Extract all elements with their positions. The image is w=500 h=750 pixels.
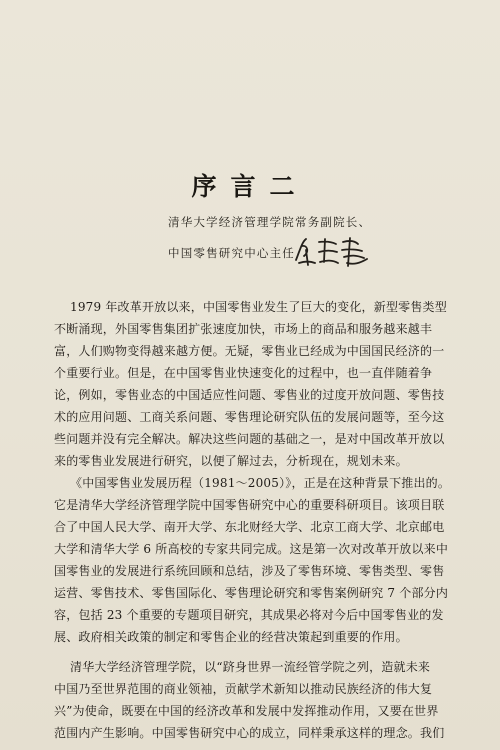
- body-line: 大学和清华大学 6 所高校的专家共同完成。这是第一次对改革开放以来中: [54, 542, 449, 556]
- body-line: 国零售业的发展进行系统回顾和总结，涉及了零售环境、零售类型、零售: [54, 564, 445, 578]
- body-line: 术的应用问题、工商关系问题、零售理论研究队伍的发展问题等，至今这: [54, 410, 445, 424]
- body-line: 论，例如，零售业态的中国适应性问题、零售业的过度开放问题、零售技: [54, 388, 445, 402]
- body-line: 中国乃至世界范围的商业领袖，贡献学术新知以推动民族经济的伟大复: [54, 682, 433, 696]
- body-line: 展、政府相关政策的制定和零售企业的经营决策起到重要的作用。: [54, 630, 408, 644]
- body-line: 容，包括 23 个重要的专题项目研究，其成果必将对今后中国零售业的发: [54, 608, 444, 622]
- body-line: 些问题并没有完全解决。解决这些问题的基础之一，是对中国改革开放以: [54, 432, 445, 446]
- body-line: 《中国零售业发展历程（1981～2005）》，正是在这种背景下推出的。: [70, 476, 451, 490]
- body-line: 1979 年改革开放以来，中国零售业发生了巨大的变化，新型零售类型: [70, 300, 447, 314]
- body-line: 不断涌现，外国零售集团扩张速度加快，市场上的商品和服务越来越丰: [54, 322, 433, 336]
- body-line: 它是清华大学经济管理学院中国零售研究中心的重要科研项目。该项目联: [54, 498, 445, 512]
- author-title-line-1: 清华大学经济管理学院常务副院长、: [168, 215, 372, 229]
- body-line: 来的零售业发展进行研究，以便了解过去，分析现在，规划未来。: [54, 454, 408, 468]
- body-line: 清华大学经济管理学院，以“跻身世界一流经管学院之列，造就未来: [70, 660, 431, 674]
- page-title: 序言二: [191, 172, 309, 201]
- body-line: 个重要行业。但是，在中国零售业快速变化的过程中，也一直伴随着争: [54, 366, 433, 380]
- author-title-line-2: 中国零售研究中心主任: [168, 246, 295, 260]
- body-line: 合了中国人民大学、南开大学、东北财经大学、北京工商大学、北京邮电: [54, 520, 445, 534]
- body-line: 运营、零售技术、零售国际化、零售理论研究和零售案例研究 7 个部分内: [54, 586, 449, 600]
- body-line: 兴”为使命，既要在中国的经济改革和发展中发挥推动作用，又要在世界: [54, 704, 439, 718]
- body-line: 范围内产生影响。中国零售研究中心的成立，同样秉承这样的理念。我们: [54, 726, 445, 740]
- handwritten-signature: [290, 232, 382, 272]
- body-line: 富，人们购物变得越来越方便。无疑，零售业已经成为中国国民经济的一: [54, 344, 445, 358]
